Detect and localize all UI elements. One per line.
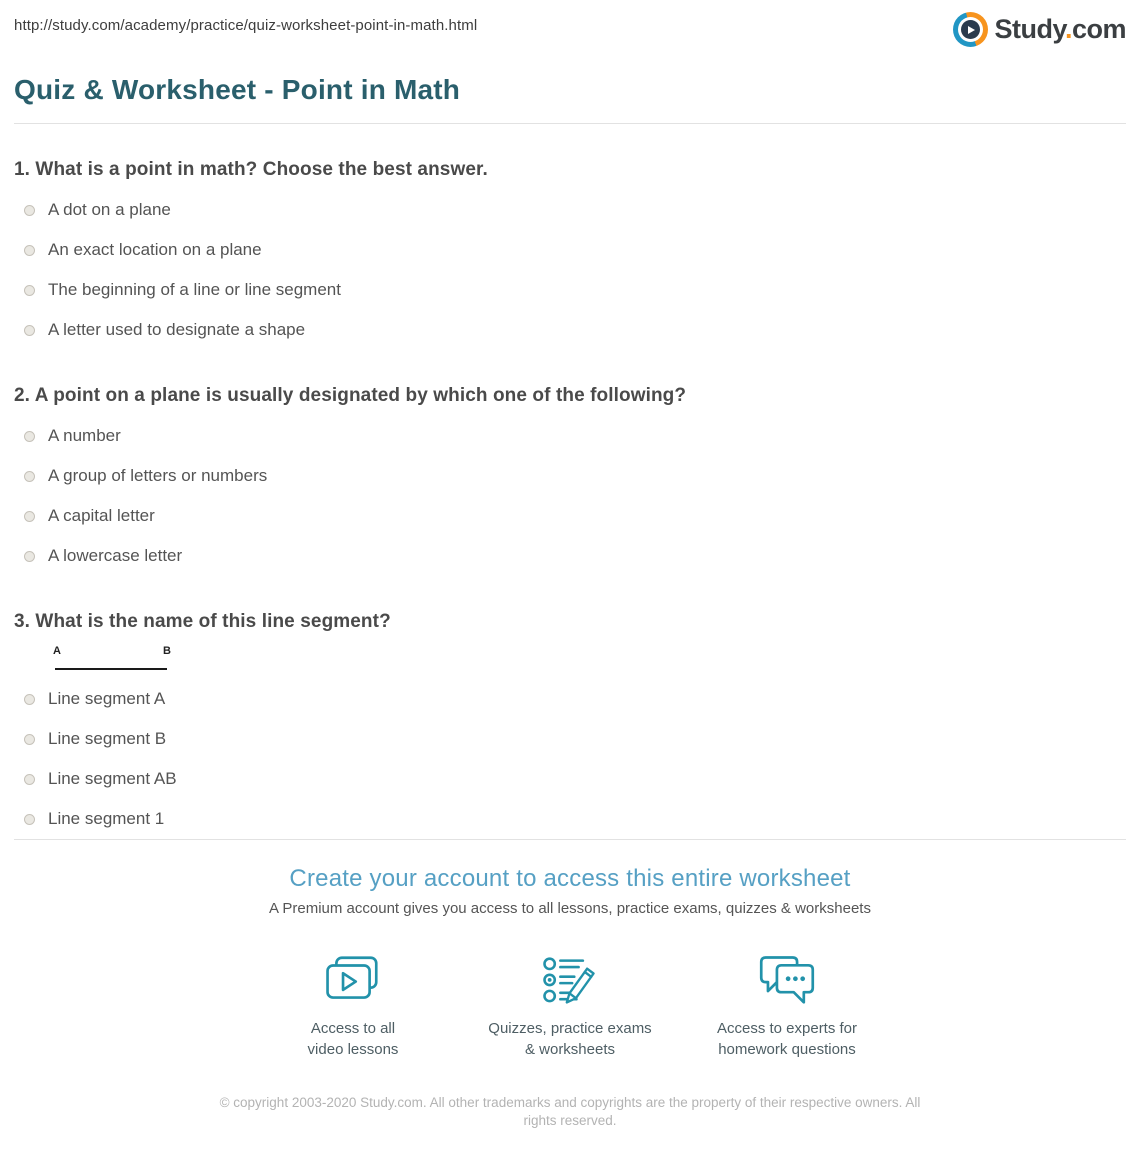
page-url: http://study.com/academy/practice/quiz-worksheet-point-in-math.html xyxy=(14,17,478,34)
cta-subheading: A Premium account gives you access to all lessons, practice exams, quizzes & worksheets xyxy=(269,900,871,917)
cta-heading[interactable]: Create your account to access this entire worksheet xyxy=(289,865,851,892)
question-3-heading: 3. What is the name of this line segment? xyxy=(14,611,391,632)
feature-quizzes-line2: & worksheets xyxy=(524,1041,616,1058)
radio-button-icon[interactable] xyxy=(24,774,35,785)
radio-button-icon[interactable] xyxy=(24,694,35,705)
feature-experts-line2: homework questions xyxy=(718,1041,856,1058)
radio-button-icon[interactable] xyxy=(24,431,35,442)
q3-option-2-label: Line segment B xyxy=(48,729,167,748)
feature-homework-experts xyxy=(679,949,896,1060)
question-3 xyxy=(14,611,1126,839)
topbar xyxy=(0,0,1140,47)
q1-option-4-label: A letter used to designate a shape xyxy=(48,320,306,339)
q3-option-4-label: Line segment 1 xyxy=(48,809,165,828)
logo-study-text: Study xyxy=(994,14,1065,44)
logo-dot-text: . xyxy=(1064,14,1072,44)
feature-experts-line1: Access to experts for xyxy=(716,1020,858,1037)
feature-video-lessons xyxy=(245,949,462,1060)
q2-option-4-label: A lowercase letter xyxy=(48,546,183,565)
q2-option-2[interactable] xyxy=(24,456,1126,496)
studycom-logo[interactable] xyxy=(953,12,1126,47)
radio-button-icon[interactable] xyxy=(24,814,35,825)
feature-video-line2: video lessons xyxy=(307,1041,399,1058)
copyright-notice: © copyright 2003-2020 Study.com. All other trademarks and copyrights are the property of their respective owners. All rights reserved. xyxy=(219,1095,921,1128)
q1-option-2-label: An exact location on a plane xyxy=(48,240,262,259)
q1-option-3-label: The beginning of a line or line segment xyxy=(48,280,341,299)
feature-video-line1: Access to all xyxy=(310,1020,396,1037)
q2-option-2-label: A group of letters or numbers xyxy=(48,466,268,485)
question-1 xyxy=(14,159,1126,350)
segment-point-b-label: B xyxy=(163,645,171,657)
question-2-heading: 2. A point on a plane is usually designated by which one of the following? xyxy=(14,385,687,406)
feature-quizzes-label xyxy=(462,1018,679,1060)
logo-com-text: com xyxy=(1071,14,1126,44)
question-2 xyxy=(14,385,1126,576)
quiz-worksheets-icon xyxy=(462,949,679,1009)
q2-option-3[interactable] xyxy=(24,496,1126,536)
q2-option-4[interactable] xyxy=(24,536,1126,576)
play-icon xyxy=(961,20,980,39)
q2-option-1-label: A number xyxy=(48,426,121,445)
q1-option-3[interactable] xyxy=(24,270,1126,310)
feature-video-lessons-label xyxy=(245,1018,462,1060)
radio-button-icon[interactable] xyxy=(24,285,35,296)
q2-option-1[interactable] xyxy=(24,416,1126,456)
studycom-logo-text xyxy=(994,14,1126,45)
q3-option-1-label: Line segment A xyxy=(48,689,166,708)
feature-quizzes-line1: Quizzes, practice exams xyxy=(488,1020,652,1037)
radio-button-icon[interactable] xyxy=(24,245,35,256)
feature-quizzes-worksheets xyxy=(462,949,679,1060)
segment-point-a-label: A xyxy=(53,645,61,657)
title-divider xyxy=(14,123,1126,124)
radio-button-icon[interactable] xyxy=(24,551,35,562)
q1-option-1-label: A dot on a plane xyxy=(48,200,171,219)
q3-option-3-label: Line segment AB xyxy=(48,769,177,788)
q3-option-4[interactable] xyxy=(24,799,1126,839)
q1-option-2[interactable] xyxy=(24,230,1126,270)
q1-option-4[interactable] xyxy=(24,310,1126,350)
q1-option-1[interactable] xyxy=(24,190,1126,230)
radio-button-icon[interactable] xyxy=(24,734,35,745)
q2-option-3-label: A capital letter xyxy=(48,506,155,525)
line-segment-figure xyxy=(53,645,171,671)
radio-button-icon[interactable] xyxy=(24,205,35,216)
feature-experts-label xyxy=(679,1018,896,1060)
q3-option-2[interactable] xyxy=(24,719,1126,759)
studycom-logo-icon xyxy=(953,12,988,47)
page-title: Quiz & Worksheet - Point in Math xyxy=(14,74,461,105)
video-lessons-icon xyxy=(245,949,462,1009)
chat-experts-icon xyxy=(679,949,896,1009)
radio-button-icon[interactable] xyxy=(24,471,35,482)
radio-button-icon[interactable] xyxy=(24,511,35,522)
feature-list xyxy=(14,949,1126,1060)
cta-divider xyxy=(14,839,1126,840)
question-1-heading: 1. What is a point in math? Choose the best answer. xyxy=(14,159,488,180)
cta-section xyxy=(14,865,1126,1060)
q3-option-3[interactable] xyxy=(24,759,1126,799)
q3-option-1[interactable] xyxy=(24,679,1126,719)
radio-button-icon[interactable] xyxy=(24,325,35,336)
segment-line xyxy=(55,668,167,670)
